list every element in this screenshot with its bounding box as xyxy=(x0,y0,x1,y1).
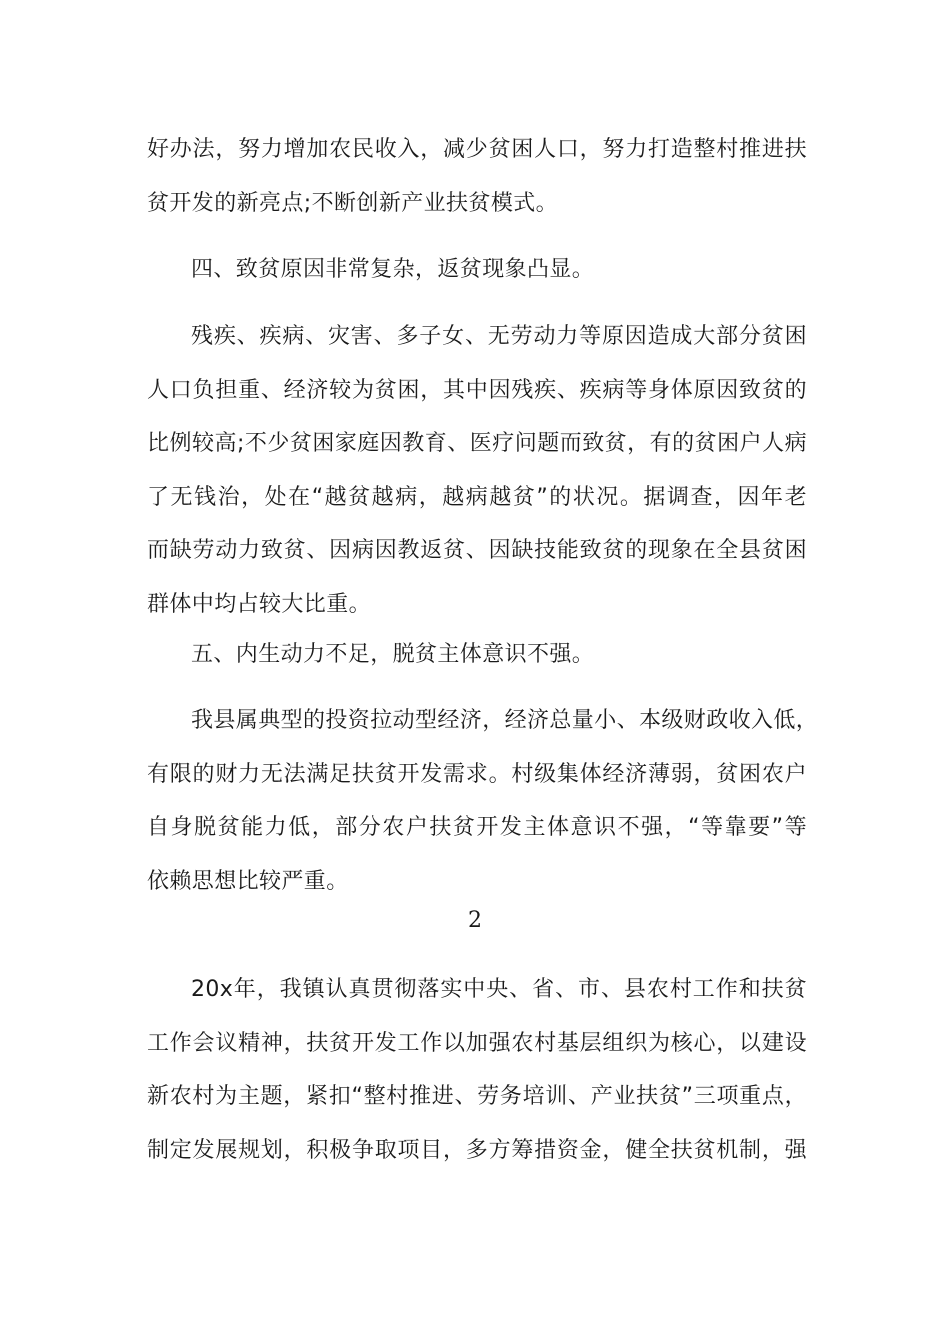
paragraph-continuation xyxy=(147,123,807,230)
paragraph-five xyxy=(147,694,819,908)
paragraph-line: 残疾、疾病、灾害、多子女、无劳动力等原因造成大部分贫困 xyxy=(191,324,807,349)
paragraph-line: 工作会议精神，扶贫开发工作以加强农村基层组织为核心，以建设 xyxy=(147,1030,807,1056)
paragraph-line: 比例较高;不少贫困家庭因教育、医疗问题而致贫，有的贫困户人病 xyxy=(147,431,807,457)
paragraph-line: 群体中均占较大比重。 xyxy=(147,591,372,617)
paragraph-next xyxy=(147,963,807,1177)
section-heading-four xyxy=(147,243,807,297)
section-heading-five xyxy=(147,628,807,682)
paragraph-line: 人口负担重、经济较为贫困，其中因残疾、疾病等身体原因致贫的 xyxy=(147,377,807,403)
paragraph-line: 制定发展规划，积极争取项目，多方筹措资金，健全扶贫机制，强 xyxy=(147,1137,807,1163)
paragraph-line: 好办法，努力增加农民收入，减少贫困人口，努力打造整村推进扶 xyxy=(147,137,807,162)
paragraph-line: 新农村为主题，紧扣“整村推进、劳务培训、产业扶贫”三项重点， xyxy=(147,1084,807,1110)
heading-text: 四、致贫原因非常复杂，返贫现象凸显。 xyxy=(191,257,595,282)
paragraph-line: 我县属典型的投资拉动型经济，经济总量小、本级财政收入低， xyxy=(191,708,819,733)
paragraph-line: 自身脱贫能力低，部分农户扶贫开发主体意识不强，“等靠要”等 xyxy=(147,815,807,841)
paragraph-line: 有限的财力无法满足扶贫开发需求。村级集体经济薄弱，贫困农户 xyxy=(147,761,807,787)
heading-text: 五、内生动力不足，脱贫主体意识不强。 xyxy=(191,642,595,667)
paragraph-four xyxy=(147,310,807,632)
paragraph-line: 依赖思想比较严重。 xyxy=(147,868,349,894)
page-number: 2 xyxy=(468,908,482,933)
paragraph-line: 20x年，我镇认真贯彻落实中央、省、市、县农村工作和扶贫 xyxy=(191,977,807,1002)
paragraph-line: 而缺劳动力致贫、因病因教返贫、因缺技能致贫的现象在全县贫困 xyxy=(147,538,807,564)
paragraph-line: 了无钱治，处在“越贫越病，越病越贫”的状况。据调查，因年老 xyxy=(147,484,807,510)
paragraph-line: 贫开发的新亮点;不断创新产业扶贫模式。 xyxy=(147,190,559,216)
